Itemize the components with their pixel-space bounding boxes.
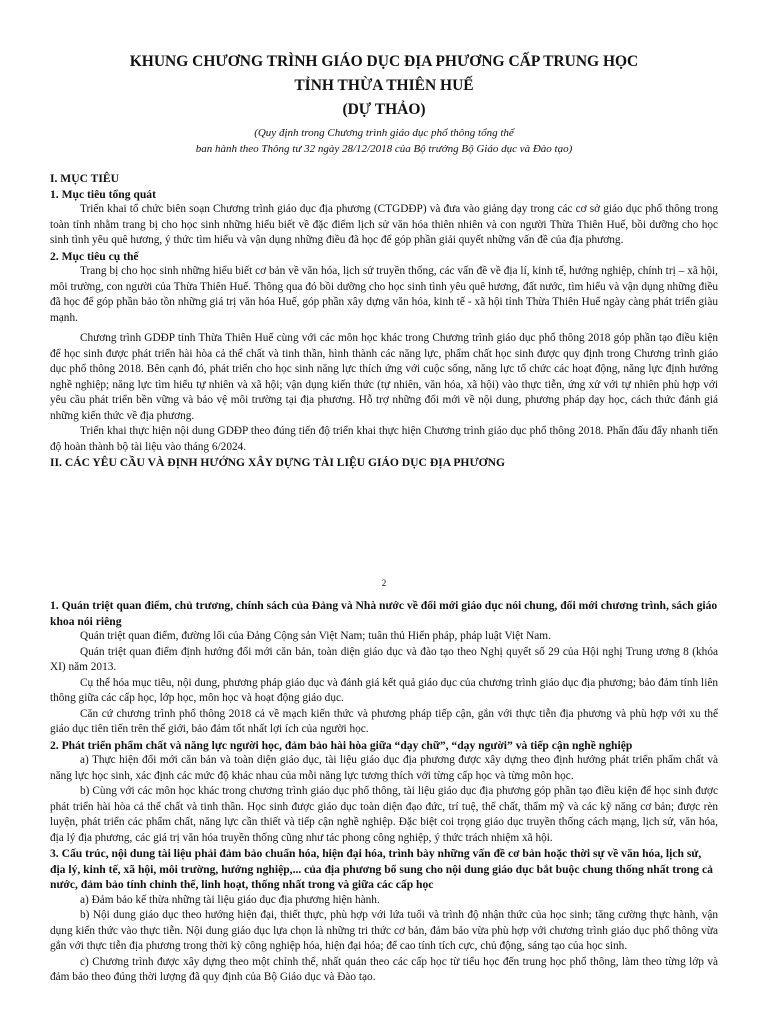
paragraph: Triển khai thực hiện nội dung GDĐP theo đúng tiến độ triển khai thực hiện Chương trình giáo dục phổ thông 2018. Phấn đấu đẩy nhanh tiến độ hoàn thành bộ tài liệu vào tháng 6/2024. (50, 425, 718, 453)
page-number: 2 (381, 578, 387, 588)
paragraph: Căn cứ chương trình phổ thông 2018 cả về mạch kiến thức và phương pháp tiếp cận, gắn với thực tiễn địa phương và phù hợp với xu thế giáo dục tiên tiến trên thế giới, bảo đảm tốt nhất lợi ích của người học. (50, 707, 718, 735)
item-1-heading: 1. Quán triệt quan điểm, chủ trương, chính sách của Đảng và Nhà nước về đổi mới giáo dục nói chung, đổi mới chương trình, sách giáo khoa nói riêng (50, 599, 718, 628)
paragraph: Trang bị cho học sinh những hiểu biết cơ bản về văn hóa, lịch sử truyền thống, các vấn đề về địa lí, kinh tế, hướng nghiệp, chính trị – xã hội, môi trường, con người của Thừa Thiên Huế. Thông qua đó bồi dưỡng cho học sinh tình yêu quê hương, đất nước, tìm hiểu và vận dụng những điều đã học để góp phần bảo tồn những giá trị văn hóa Huế, góp phần xây dựng văn hóa, kinh tế - xã hội tỉnh Thừa Thiên Huế ngày càng phát triển giàu mạnh. (50, 265, 718, 324)
paragraph: Quán triệt quan điểm định hướng đổi mới căn bản, toàn diện giáo dục và đào tạo theo Nghị quyết số 29 của Hội nghị Trung ương 8 (khóa XI) năm 2013. (50, 645, 718, 673)
document-subtitle-line-1: (Quy định trong Chương trình giáo dục phổ thông tổng thể (254, 127, 514, 139)
page-2-content (50, 598, 718, 986)
document-subtitle-line-2: ban hành theo Thông tư 32 ngày 28/12/2018 của Bộ trưởng Bộ Giáo dục và Đào tạo) (195, 143, 573, 155)
section-1-heading: I. MỤC TIÊU (50, 172, 120, 185)
item-3-heading: 3. Cấu trúc, nội dung tài liệu phải đảm bảo chuẩn hóa, hiện đại hóa, trình bày những vấn đề cơ bản hoặc thời sự về văn hóa, lịch sử, địa lý, kinh tế, xã hội, môi trường, hướng nghiệp,... của địa phương bổ sung cho nội dung giáo dục bắt buộc chung thống nhất trong cả nước, đảm bảo tính chỉnh thể, linh hoạt, thống nhất trong và giữa các cấp học (50, 847, 713, 891)
paragraph: Quán triệt quan điểm, đường lối của Đảng Cộng sản Việt Nam; tuân thủ Hiến pháp, pháp luật Việt Nam. (80, 630, 551, 642)
paragraph: a) Thực hiện đổi mới căn bản và toàn diện giáo dục, tài liệu giáo dục địa phương được xây dựng theo định hướng phát triển phẩm chất và năng lực học sinh, xác định các mức độ khác nhau của mỗi năng lực tương thích với từng cấp học và từng môn học. (50, 754, 718, 782)
subsection-1-1-heading: 1. Mục tiêu tổng quát (50, 187, 156, 201)
page-1-content (50, 50, 718, 471)
paragraph: a) Đảm bảo kế thừa những tài liệu giáo dục địa phương hiện hành. (80, 893, 380, 906)
subsection-1-2-heading: 2. Mục tiêu cụ thể (50, 249, 139, 263)
paragraph: c) Chương trình được xây dựng theo một chỉnh thể, nhất quán theo các cấp học từ tiểu học đến trung học phổ thông, làm theo từng lớp và đảm bảo theo đúng thời lượng đã quy định của Bộ Giáo dục và Đào tạo. (50, 955, 718, 983)
document-title-line-2: TỈNH THỪA THIÊN HUẾ (294, 77, 474, 94)
paragraph: Cụ thể hóa mục tiêu, nội dung, phương pháp giáo dục và đánh giá kết quả giáo dục của chương trình giáo dục địa phương; bảo đảm tính liên thông giữa các cấp học, lớp học, môn học và hoạt động giáo dục. (50, 676, 718, 704)
paragraph: Triển khai tổ chức biên soạn Chương trình giáo dục địa phương (CTGDĐP) và đưa vào giảng dạy trong các cơ sở giáo dục phổ thông trong toàn tỉnh nhằm trang bị cho học sinh những hiểu biết về đặc điểm lịch sử văn hóa thiên nhiên và con người Thừa Thiên Huế, bồi dưỡng cho học sinh tình yêu quê hương, ý thức tìm hiểu và vận dụng những điều đã học để góp phần giải quyết những vấn đề của địa phương. (50, 203, 718, 246)
paragraph: b) Nội dung giáo dục theo hướng hiện đại, thiết thực, phù hợp với lứa tuổi và trình độ nhận thức của học sinh; tăng cường thực hành, vận dụng kiến thức vào thực tiễn. Nội dung giáo dục lựa chọn là những tri thức cơ bản, đảm bảo vừa phù hợp với chương trình giáo dục phổ thông vừa gắn với thực tiễn địa phương trong thời kỳ công nghiệp hóa, hiện đại hóa; để cao tính tích cực, chủ động, sáng tạo của học sinh. (50, 909, 718, 952)
document-title-line-3: (DỰ THẢO) (342, 101, 426, 118)
section-2-heading: II. CÁC YÊU CẦU VÀ ĐỊNH HƯỚNG XÂY DỰNG TÀI LIỆU GIÁO DỤC ĐỊA PHƯƠNG (50, 456, 506, 469)
item-2-heading: 2. Phát triển phẩm chất và năng lực người học, đảm bảo hài hòa giữa “dạy chữ”, “dạy người” và tiếp cận nghề nghiệp (50, 738, 633, 752)
paragraph: b) Cùng với các môn học khác trong chương trình giáo dục phổ thông, tài liệu giáo dục địa phương góp phần tạo điều kiện để học sinh được phát triển hài hòa cả thể chất và tinh thần. Học sinh được giáo dục toàn diện đạo đức, trí tuệ, thể chất, thẩm mỹ và các kỹ năng cơ bản; được rèn luyện, phát triển các phẩm chất, năng lực cần thiết và tiếp cận nghề nghiệp. Đặc biệt coi trọng giáo dục truyền thống cách mạng, lịch sử, văn hóa, địa lý địa phương, các giá trị văn hóa truyền thống cũng như tác phong công nghiệp, ý thức trách nhiệm xã hội. (50, 785, 718, 844)
document-title-line-1: KHUNG CHƯƠNG TRÌNH GIÁO DỤC ĐỊA PHƯƠNG CẤP TRUNG HỌC (129, 53, 639, 70)
paragraph: Chương trình GDĐP tỉnh Thừa Thiên Huế cùng với các môn học khác trong Chương trình giáo dục phổ thông 2018 góp phần tạo điều kiện để học sinh được phát triển hài hòa cả thể chất và tinh thần, hình thành các năng lực, phẩm chất học sinh được quy định trong Chương trình giáo dục phổ thông 2018. Bên cạnh đó, phát triển cho học sinh năng lực thích ứng với cuộc sống, năng lực tổ chức các hoạt động, năng lực định hướng nghề nghiệp; năng lực tìm hiểu tự nhiên và xã hội; vận dụng kiến thức (tự nhiên, văn hóa, xã hội) vào thực tiễn, ứng xử với tự nhiên phù hợp với yêu cầu phát triển bền vững và bảo vệ môi trường tại địa phương. Hỗ trợ những đổi mới về nội dung, phương pháp dạy học, cách thức đánh giá những kiến thức về địa phương. (50, 332, 718, 422)
